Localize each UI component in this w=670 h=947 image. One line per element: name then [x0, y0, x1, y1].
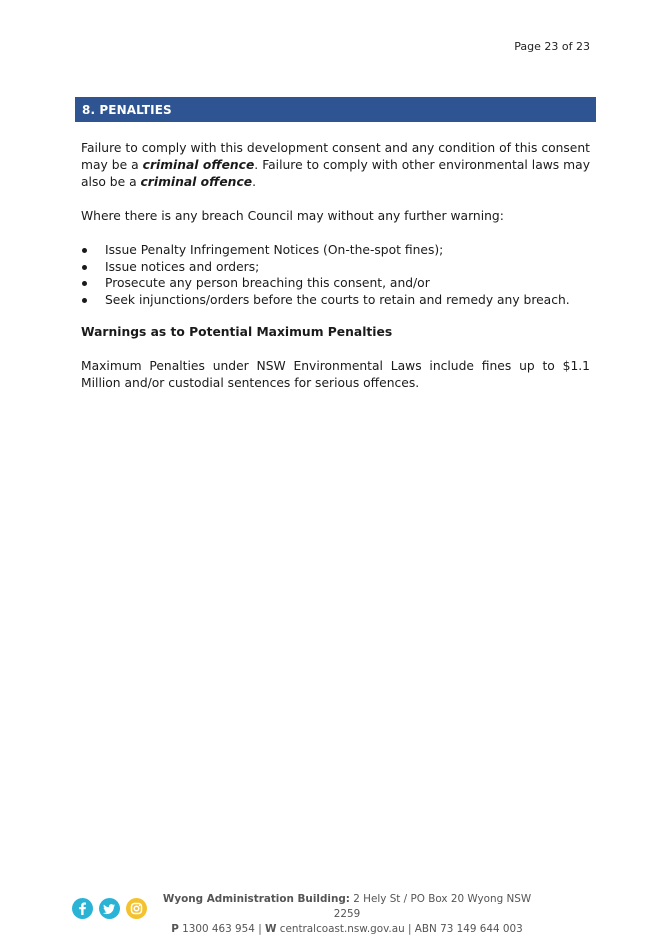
footer-web-label: W	[265, 923, 277, 935]
document-body	[81, 140, 590, 392]
footer-web[interactable]: centralcoast.nsw.gov.au | ABN 73 149 644 003	[276, 923, 523, 935]
paragraph-text: . Failure to comply with other environmental laws may also be a	[81, 158, 590, 189]
paragraph-compliance	[81, 140, 590, 191]
list-item	[81, 259, 590, 276]
bullet-icon	[82, 248, 87, 253]
twitter-icon[interactable]	[99, 898, 120, 919]
page-footer	[72, 892, 532, 935]
emphasis-criminal-offence: criminal offence	[142, 158, 255, 172]
paragraph-text: Failure to comply with this development consent and any condition of this consent may be a	[81, 141, 590, 172]
list-item-text: Issue Penalty Infringement Notices (On-the-spot fines);	[105, 243, 444, 257]
instagram-icon[interactable]	[126, 898, 147, 919]
facebook-icon[interactable]	[72, 898, 93, 919]
paragraph-breach: Where there is any breach Council may without any further warning:	[81, 209, 504, 223]
footer-building-label: Wyong Administration Building:	[162, 893, 350, 905]
subheading-warnings: Warnings as to Potential Maximum Penalties	[81, 325, 393, 339]
footer-address: 2 Hely St / PO Box 20 Wyong NSW 2259	[333, 893, 532, 920]
section-title: 8. PENALTIES	[82, 102, 172, 117]
twitter-glyph	[99, 898, 120, 919]
facebook-glyph	[72, 898, 93, 919]
instagram-glyph	[126, 898, 147, 919]
list-item-text: Prosecute any person breaching this consent, and/or	[105, 276, 430, 290]
bullet-icon	[82, 298, 87, 303]
paragraph-maximum-penalties: Maximum Penalties under NSW Environmental Laws include fines up to $1.1 Million and/or custodial sentences for serious offences.	[81, 359, 590, 390]
bullet-icon	[82, 281, 87, 286]
emphasis-criminal-offence: criminal offence	[140, 175, 253, 189]
list-item	[81, 242, 590, 259]
list-item-text: Seek injunctions/orders before the courts to retain and remedy any breach.	[105, 292, 570, 307]
list-item	[81, 275, 590, 292]
bullet-icon	[82, 265, 87, 270]
list-item	[81, 292, 590, 309]
section-header	[75, 97, 596, 122]
footer-phone: 1300 463 954 |	[178, 923, 265, 935]
footer-phone-label: P	[171, 923, 179, 935]
footer-contact	[157, 892, 537, 937]
paragraph-text: .	[252, 175, 256, 189]
social-icons	[72, 898, 147, 919]
list-item-text: Issue notices and orders;	[105, 259, 260, 274]
bullet-list	[81, 242, 590, 308]
footer-contact-line	[157, 922, 537, 937]
page-number: Page 23 of 23	[514, 40, 590, 53]
footer-address-line	[157, 892, 537, 922]
